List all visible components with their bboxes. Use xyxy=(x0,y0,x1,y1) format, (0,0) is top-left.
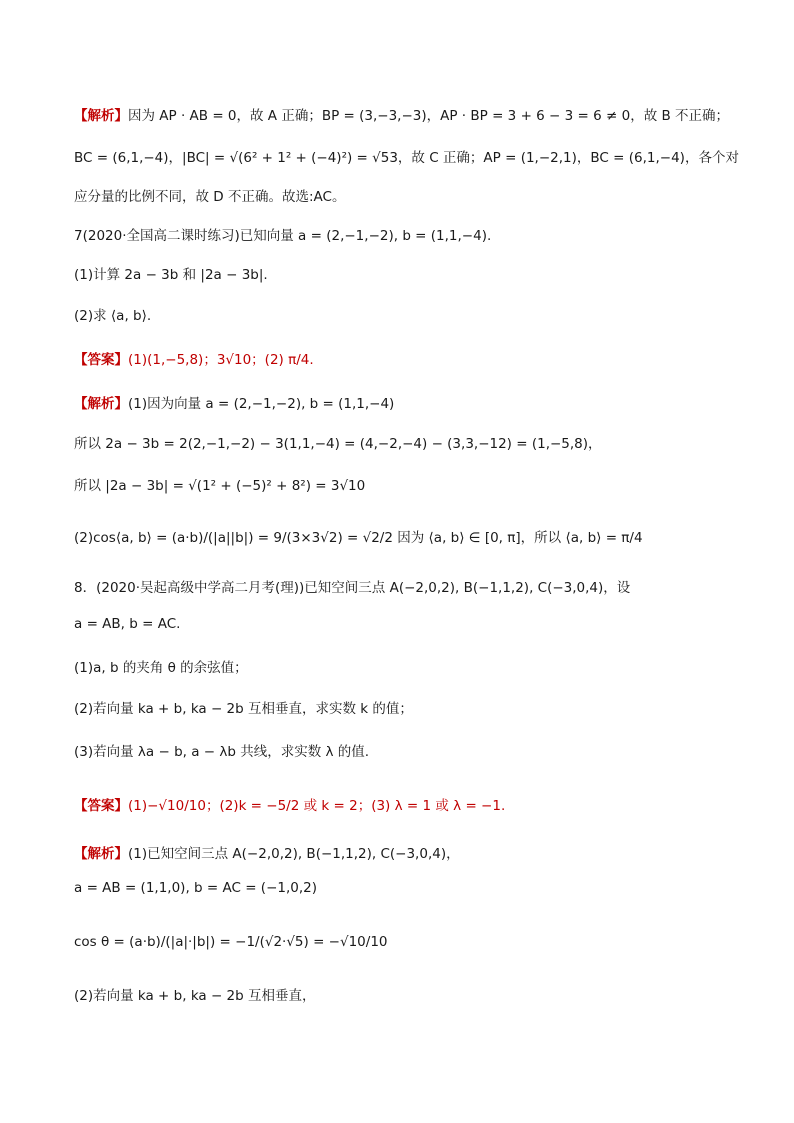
line-text: (2)若向量 ka + b, ka − 2b 互相垂直，求实数 k 的值； xyxy=(74,701,413,717)
line-text: BC = (6,1,−4)，|BC| = √(6² + 1² + (−4)²) = √53，故 C 正确；AP = (1,−2,1)，BC = (6,1,−4)，各个对 xyxy=(74,150,739,166)
analysis-tag: 【解析】 xyxy=(74,396,128,412)
line-text: cos θ = (a·b)/(|a|·|b|) = −1/(√2·√5) = −√10/10 xyxy=(74,934,388,950)
problem-7-analysis-1 xyxy=(74,394,724,414)
problem-8-part-3 xyxy=(74,742,724,762)
problem-8-analysis-2 xyxy=(74,878,724,898)
answer-tag: 【答案】 xyxy=(74,352,128,368)
problem-7-part-2 xyxy=(74,306,724,326)
problem-8-answer xyxy=(74,796,724,816)
problem-7-part-1 xyxy=(74,265,724,285)
line-text: a = AB, b = AC. xyxy=(74,616,181,632)
line-text: (3)若向量 λa − b, a − λb 共线，求实数 λ 的值. xyxy=(74,744,370,760)
line-text: (1)因为向量 a = (2,−1,−2), b = (1,1,−4) xyxy=(128,396,395,412)
line-1 xyxy=(74,106,730,126)
line-2 xyxy=(74,148,739,168)
problem-8-part-1 xyxy=(74,658,724,678)
line-text: (1)(1,−5,8)；3√10；(2) π/4. xyxy=(128,352,314,368)
problem-7-answer xyxy=(74,350,724,370)
line-text: 因为 AP · AB = 0，故 A 正确；BP = (3,−3,−3)，AP · BP = 3 + 6 − 3 = 6 ≠ 0，故 B 不正确； xyxy=(128,108,730,124)
line-text: 所以 |2a − 3b| = √(1² + (−5)² + 8²) = 3√10 xyxy=(74,478,366,494)
analysis-tag: 【解析】 xyxy=(74,846,128,862)
line-text: (2)求 ⟨a, b⟩. xyxy=(74,308,152,324)
line-3 xyxy=(74,187,724,207)
problem-8-setup xyxy=(74,614,724,634)
line-text: (1)−√10/10；(2)k = −5/2 或 k = 2；(3) λ = 1 或 λ = −1. xyxy=(128,798,506,814)
analysis-tag: 【解析】 xyxy=(74,108,128,124)
line-text: 应分量的比例不同，故 D 不正确。故选:AC。 xyxy=(74,189,346,205)
problem-8-analysis-3 xyxy=(74,932,724,952)
line-text: 7(2020·全国高二课时练习)已知向量 a = (2,−1,−2), b = (1,1,−4). xyxy=(74,228,492,244)
line-text: a = AB = (1,1,0), b = AC = (−1,0,2) xyxy=(74,880,317,896)
problem-7-analysis-4 xyxy=(74,528,724,548)
problem-7-analysis-2 xyxy=(74,434,724,454)
answer-tag: 【答案】 xyxy=(74,798,128,814)
line-text: 所以 2a − 3b = 2(2,−1,−2) − 3(1,1,−4) = (4,−2,−4) − (3,3,−12) = (1,−5,8)， xyxy=(74,436,602,452)
line-text: (1)计算 2a − 3b 和 |2a − 3b|. xyxy=(74,267,268,283)
problem-7-analysis-3 xyxy=(74,476,724,496)
problem-7-title xyxy=(74,226,724,246)
problem-8-part-2 xyxy=(74,699,724,719)
line-text: (2)若向量 ka + b, ka − 2b 互相垂直， xyxy=(74,988,316,1004)
line-text: (2)cos⟨a, b⟩ = (a·b)/(|a||b|) = 9/(3×3√2) = √2/2 因为 ⟨a, b⟩ ∈ [0, π]，所以 ⟨a, b⟩ = π/4 xyxy=(74,530,643,546)
line-text: (1)a, b 的夹角 θ 的余弦值； xyxy=(74,660,248,676)
problem-8-title xyxy=(74,578,724,598)
line-text: 8．(2020·吴起高级中学高二月考(理))已知空间三点 A(−2,0,2), B(−1,1,2), C(−3,0,4)，设 xyxy=(74,580,631,596)
problem-8-analysis-1 xyxy=(74,844,724,864)
line-text: (1)已知空间三点 A(−2,0,2), B(−1,1,2), C(−3,0,4)， xyxy=(128,846,460,862)
problem-8-analysis-4 xyxy=(74,986,724,1006)
